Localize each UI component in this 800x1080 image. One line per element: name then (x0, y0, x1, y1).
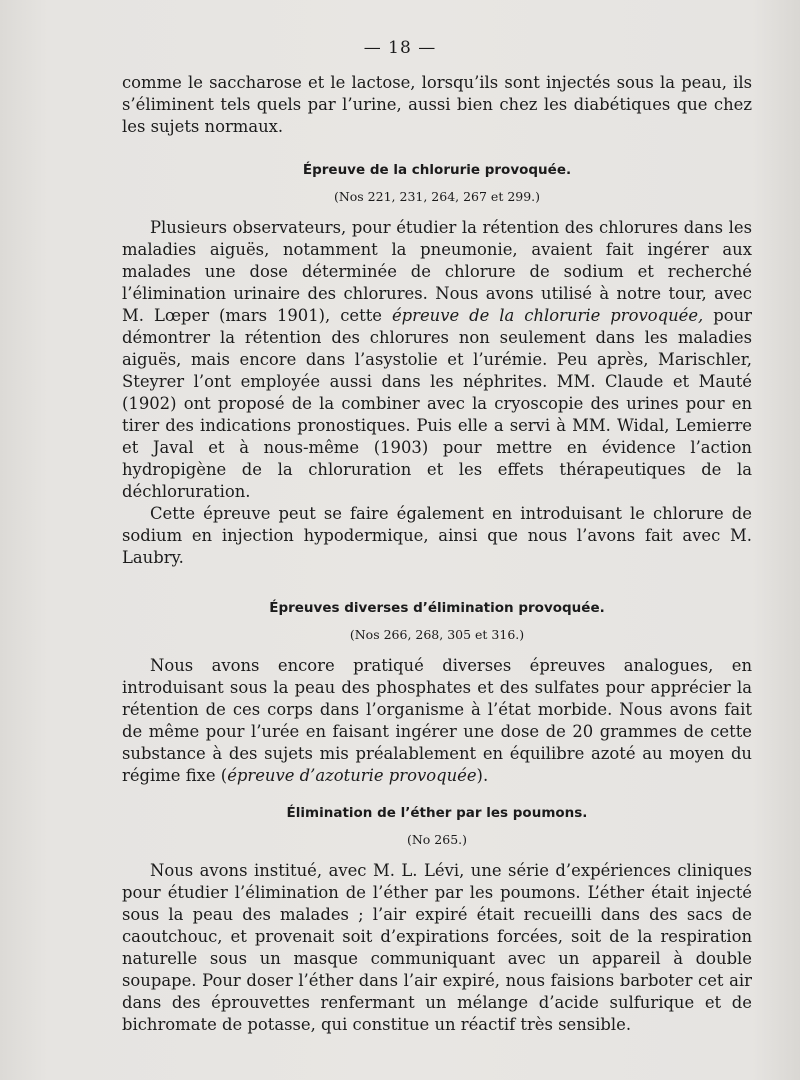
paragraph-elimination-provoquee-emphasis: épreuve d’azoturie provoquée (227, 766, 477, 785)
paragraph-chlorurie-1-emphasis: épreuve de la chlorurie provoquée, (391, 306, 704, 325)
body-text (122, 72, 752, 1036)
paragraph-elimination-provoquee (122, 655, 752, 787)
section-title-elimination-provoquee: Épreuves diverses d’élimination provoquée. (269, 600, 605, 616)
section-refs-chlorurie: (Nos 221, 231, 264, 267 et 299.) (333, 189, 541, 204)
paragraph-chlorurie-1-part-b: pour démontrer la rétention des chlorures non seulement dans les maladies aiguës, mais encore dans l’asystolie et l’urémie. Peu après, Marischler, Steyrer l’ont employée aussi dans les néphrites. MM. Claude et Mauté (1902) ont proposé de la combiner avec la cryoscopie des urines pour en tirer des indications pronostiques. Puis elle a servi à MM. Widal, Lemierre et Javal et à nous-même (1903) pour mettre en évidence l’action hydropigène de la chloruration et les effets thérapeutiques de la déchloruration. (122, 306, 752, 501)
paragraph-chlorurie-1 (122, 217, 752, 503)
section-refs-elimination-provoquee: (Nos 266, 268, 305 et 316.) (349, 627, 525, 642)
page-number: — 18 — (363, 38, 437, 58)
paragraph-chlorurie-1-part-a: Plusieurs observateurs, pour étudier la rétention des chlorures dans les maladies aiguës, notamment la pneumonie, avaient fait ingérer aux malades une dose déterminée de chlorure de sodium et recherché l’élimination urinaire des chlorures. Nous avons utilisé à notre tour, avec M. Lœper (mars 1901), cette (122, 218, 752, 325)
paragraph-intro: comme le saccharose et le lactose, lorsqu’ils sont injectés sous la peau, ils s’éliminent tels quels par l’urine, aussi bien chez les diabétiques que chez les sujets normaux. (122, 73, 752, 136)
paragraph-ether: Nous avons institué, avec M. L. Lévi, une série d’expériences cliniques pour étudier l’élimination de l’éther par les poumons. L’éther était injecté sous la peau des malades ; l’air expiré était recueilli dans des sacs de caoutchouc, et provenait soit d’expirations forcées, soit de la respiration naturelle sous un masque communiquant avec un appareil à double soupape. Pour doser l’éther dans l’air expiré, nous faisions barboter cet air dans des éprouvettes renfermant un mélange d’acide sulfurique et de bichromate de potasse, qui constitue un réactif très sensible. (122, 861, 752, 1034)
section-title-chlorurie: Épreuve de la chlorurie provoquée. (302, 162, 572, 178)
section-refs-ether: (No 265.) (406, 832, 468, 847)
paragraph-elimination-provoquee-part-b: ). (476, 766, 489, 785)
paragraph-chlorurie-2: Cette épreuve peut se faire également en introduisant le chlorure de sodium en injection hypodermique, ainsi que nous l’avons fait avec M. Laubry. (122, 504, 752, 567)
section-title-ether: Élimination de l’éther par les poumons. (286, 805, 588, 821)
paragraph-elimination-provoquee-part-a: Nous avons encore pratiqué diverses épreuves analogues, en introduisant sous la peau des phosphates et des sulfates pour apprécier la rétention de ces corps dans l’organisme à l’état morbide. Nous avons fait de même pour l’urée en faisant ingérer une dose de 20 grammes de cette substance à des sujets mis préalablement en équilibre azoté au moyen du régime fixe ( (122, 656, 752, 785)
